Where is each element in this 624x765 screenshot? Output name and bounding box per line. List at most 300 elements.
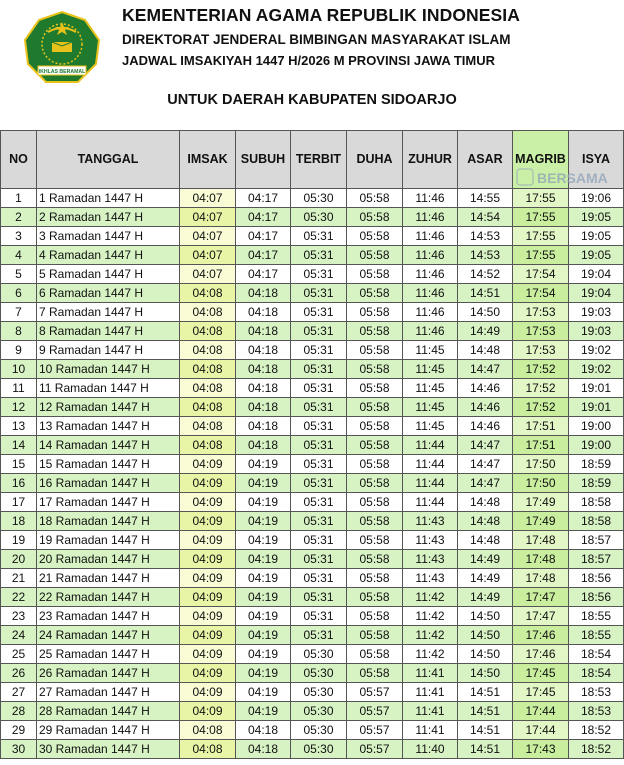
cell-isya: 19:01 [569, 379, 624, 398]
cell-asar: 14:49 [458, 569, 513, 588]
cell-terbit: 05:31 [291, 607, 347, 626]
cell-no: 3 [1, 227, 37, 246]
cell-asar: 14:50 [458, 607, 513, 626]
cell-zuhur: 11:43 [403, 512, 458, 531]
cell-no: 16 [1, 474, 37, 493]
table-row [1, 531, 624, 550]
cell-isya: 18:53 [569, 702, 624, 721]
table-row [1, 664, 624, 683]
cell-imsak: 04:09 [180, 512, 236, 531]
column-header-asar: ASAR [458, 131, 513, 189]
cell-subuh: 04:19 [236, 664, 291, 683]
cell-magrib: 17:48 [513, 531, 569, 550]
cell-zuhur: 11:42 [403, 626, 458, 645]
cell-magrib: 17:46 [513, 645, 569, 664]
cell-magrib: 17:47 [513, 607, 569, 626]
table-row [1, 740, 624, 759]
logo-banner-text: IKHLAS BERAMAL [38, 69, 86, 75]
cell-terbit: 05:30 [291, 683, 347, 702]
cell-subuh: 04:18 [236, 721, 291, 740]
cell-duha: 05:58 [347, 227, 403, 246]
cell-magrib: 17:45 [513, 683, 569, 702]
cell-tanggal: 4 Ramadan 1447 H [37, 246, 180, 265]
cell-tanggal: 19 Ramadan 1447 H [37, 531, 180, 550]
cell-asar: 14:50 [458, 664, 513, 683]
column-header-terbit: TERBIT [291, 131, 347, 189]
cell-subuh: 04:19 [236, 607, 291, 626]
cell-asar: 14:49 [458, 322, 513, 341]
cell-asar: 14:47 [458, 474, 513, 493]
cell-magrib: 17:54 [513, 284, 569, 303]
table-body [1, 189, 624, 759]
cell-no: 25 [1, 645, 37, 664]
cell-subuh: 04:19 [236, 683, 291, 702]
cell-zuhur: 11:41 [403, 683, 458, 702]
table-row [1, 189, 624, 208]
watermark-text: BERSAMA [537, 170, 608, 186]
cell-subuh: 04:18 [236, 740, 291, 759]
table-row [1, 398, 624, 417]
cell-zuhur: 11:46 [403, 265, 458, 284]
cell-magrib: 17:50 [513, 474, 569, 493]
cell-asar: 14:51 [458, 721, 513, 740]
cell-no: 12 [1, 398, 37, 417]
cell-isya: 19:05 [569, 208, 624, 227]
cell-duha: 05:57 [347, 702, 403, 721]
cell-tanggal: 12 Ramadan 1447 H [37, 398, 180, 417]
cell-zuhur: 11:40 [403, 740, 458, 759]
cell-tanggal: 15 Ramadan 1447 H [37, 455, 180, 474]
column-header-isya: ISYA [569, 131, 624, 189]
cell-terbit: 05:31 [291, 455, 347, 474]
cell-duha: 05:58 [347, 379, 403, 398]
cell-terbit: 05:31 [291, 512, 347, 531]
cell-zuhur: 11:46 [403, 322, 458, 341]
cell-duha: 05:57 [347, 721, 403, 740]
cell-tanggal: 8 Ramadan 1447 H [37, 322, 180, 341]
table-row [1, 550, 624, 569]
cell-magrib: 17:55 [513, 246, 569, 265]
cell-tanggal: 1 Ramadan 1447 H [37, 189, 180, 208]
cell-isya: 19:03 [569, 322, 624, 341]
cell-magrib: 17:53 [513, 322, 569, 341]
imsakiyah-table [0, 130, 624, 759]
cell-zuhur: 11:43 [403, 531, 458, 550]
cell-imsak: 04:08 [180, 417, 236, 436]
cell-asar: 14:48 [458, 493, 513, 512]
cell-terbit: 05:31 [291, 341, 347, 360]
cell-imsak: 04:08 [180, 398, 236, 417]
cell-zuhur: 11:45 [403, 360, 458, 379]
cell-isya: 19:03 [569, 303, 624, 322]
cell-duha: 05:58 [347, 588, 403, 607]
cell-asar: 14:47 [458, 455, 513, 474]
cell-magrib: 17:53 [513, 303, 569, 322]
cell-imsak: 04:09 [180, 455, 236, 474]
cell-tanggal: 22 Ramadan 1447 H [37, 588, 180, 607]
cell-tanggal: 18 Ramadan 1447 H [37, 512, 180, 531]
cell-subuh: 04:18 [236, 436, 291, 455]
table-row [1, 683, 624, 702]
cell-terbit: 05:30 [291, 645, 347, 664]
cell-subuh: 04:19 [236, 531, 291, 550]
cell-isya: 19:00 [569, 417, 624, 436]
cell-no: 13 [1, 417, 37, 436]
cell-magrib: 17:53 [513, 341, 569, 360]
cell-subuh: 04:18 [236, 360, 291, 379]
cell-imsak: 04:07 [180, 246, 236, 265]
cell-isya: 18:55 [569, 626, 624, 645]
cell-zuhur: 11:42 [403, 607, 458, 626]
cell-terbit: 05:30 [291, 664, 347, 683]
cell-duha: 05:58 [347, 531, 403, 550]
cell-isya: 18:55 [569, 607, 624, 626]
cell-terbit: 05:31 [291, 322, 347, 341]
cell-no: 5 [1, 265, 37, 284]
table-row [1, 512, 624, 531]
table-row [1, 341, 624, 360]
table-row [1, 303, 624, 322]
cell-zuhur: 11:46 [403, 227, 458, 246]
cell-isya: 19:06 [569, 189, 624, 208]
cell-no: 2 [1, 208, 37, 227]
cell-tanggal: 30 Ramadan 1447 H [37, 740, 180, 759]
table-row [1, 645, 624, 664]
cell-imsak: 04:07 [180, 189, 236, 208]
cell-tanggal: 17 Ramadan 1447 H [37, 493, 180, 512]
cell-duha: 05:58 [347, 303, 403, 322]
cell-no: 4 [1, 246, 37, 265]
cell-terbit: 05:31 [291, 436, 347, 455]
cell-tanggal: 28 Ramadan 1447 H [37, 702, 180, 721]
cell-terbit: 05:31 [291, 265, 347, 284]
schedule-title: JADWAL IMSAKIYAH 1447 H/2026 M PROVINSI JAWA TIMUR [122, 53, 496, 68]
cell-zuhur: 11:41 [403, 664, 458, 683]
cell-tanggal: 23 Ramadan 1447 H [37, 607, 180, 626]
cell-duha: 05:58 [347, 436, 403, 455]
cell-duha: 05:58 [347, 189, 403, 208]
cell-zuhur: 11:46 [403, 303, 458, 322]
cell-isya: 18:56 [569, 569, 624, 588]
cell-duha: 05:58 [347, 265, 403, 284]
cell-asar: 14:46 [458, 398, 513, 417]
cell-asar: 14:46 [458, 379, 513, 398]
cell-imsak: 04:09 [180, 569, 236, 588]
cell-isya: 18:59 [569, 455, 624, 474]
cell-isya: 19:01 [569, 398, 624, 417]
cell-magrib: 17:48 [513, 569, 569, 588]
cell-zuhur: 11:45 [403, 379, 458, 398]
cell-asar: 14:54 [458, 208, 513, 227]
cell-isya: 18:52 [569, 721, 624, 740]
cell-duha: 05:58 [347, 208, 403, 227]
cell-isya: 18:58 [569, 512, 624, 531]
cell-terbit: 05:31 [291, 246, 347, 265]
table-row [1, 227, 624, 246]
cell-no: 20 [1, 550, 37, 569]
table-row [1, 721, 624, 740]
cell-duha: 05:58 [347, 474, 403, 493]
cell-isya: 19:04 [569, 284, 624, 303]
column-header-duha: DUHA [347, 131, 403, 189]
cell-isya: 18:54 [569, 664, 624, 683]
cell-subuh: 04:19 [236, 493, 291, 512]
cell-magrib: 17:49 [513, 512, 569, 531]
table-row [1, 322, 624, 341]
cell-imsak: 04:09 [180, 702, 236, 721]
cell-subuh: 04:19 [236, 550, 291, 569]
cell-asar: 14:53 [458, 246, 513, 265]
table-row [1, 417, 624, 436]
cell-tanggal: 16 Ramadan 1447 H [37, 474, 180, 493]
table-row [1, 265, 624, 284]
cell-terbit: 05:30 [291, 721, 347, 740]
cell-asar: 14:49 [458, 588, 513, 607]
cell-imsak: 04:07 [180, 265, 236, 284]
cell-no: 1 [1, 189, 37, 208]
cell-magrib: 17:47 [513, 588, 569, 607]
cell-tanggal: 6 Ramadan 1447 H [37, 284, 180, 303]
cell-duha: 05:57 [347, 683, 403, 702]
cell-zuhur: 11:41 [403, 702, 458, 721]
cell-asar: 14:51 [458, 284, 513, 303]
cell-duha: 05:58 [347, 550, 403, 569]
cell-subuh: 04:18 [236, 322, 291, 341]
cell-tanggal: 25 Ramadan 1447 H [37, 645, 180, 664]
cell-no: 26 [1, 664, 37, 683]
directorate-title: DIREKTORAT JENDERAL BIMBINGAN MASYARAKAT ISLAM [122, 32, 511, 47]
cell-isya: 18:57 [569, 550, 624, 569]
cell-imsak: 04:08 [180, 284, 236, 303]
cell-subuh: 04:19 [236, 455, 291, 474]
cell-imsak: 04:09 [180, 683, 236, 702]
table-row [1, 493, 624, 512]
cell-asar: 14:50 [458, 303, 513, 322]
cell-tanggal: 20 Ramadan 1447 H [37, 550, 180, 569]
table-row [1, 702, 624, 721]
cell-subuh: 04:19 [236, 569, 291, 588]
cell-tanggal: 10 Ramadan 1447 H [37, 360, 180, 379]
cell-imsak: 04:08 [180, 740, 236, 759]
cell-tanggal: 14 Ramadan 1447 H [37, 436, 180, 455]
cell-no: 15 [1, 455, 37, 474]
cell-no: 21 [1, 569, 37, 588]
cell-terbit: 05:31 [291, 493, 347, 512]
cell-tanggal: 3 Ramadan 1447 H [37, 227, 180, 246]
cell-no: 14 [1, 436, 37, 455]
cell-isya: 19:04 [569, 265, 624, 284]
cell-zuhur: 11:42 [403, 588, 458, 607]
cell-subuh: 04:18 [236, 341, 291, 360]
cell-tanggal: 24 Ramadan 1447 H [37, 626, 180, 645]
cell-magrib: 17:52 [513, 379, 569, 398]
cell-asar: 14:49 [458, 550, 513, 569]
cell-no: 30 [1, 740, 37, 759]
cell-no: 27 [1, 683, 37, 702]
cell-duha: 05:58 [347, 417, 403, 436]
cell-terbit: 05:31 [291, 303, 347, 322]
table-row [1, 436, 624, 455]
cell-tanggal: 9 Ramadan 1447 H [37, 341, 180, 360]
cell-isya: 18:53 [569, 683, 624, 702]
cell-asar: 14:51 [458, 702, 513, 721]
cell-no: 22 [1, 588, 37, 607]
cell-asar: 14:51 [458, 683, 513, 702]
cell-imsak: 04:08 [180, 379, 236, 398]
cell-no: 9 [1, 341, 37, 360]
cell-imsak: 04:09 [180, 550, 236, 569]
cell-asar: 14:55 [458, 189, 513, 208]
cell-asar: 14:47 [458, 436, 513, 455]
cell-duha: 05:58 [347, 607, 403, 626]
cell-terbit: 05:30 [291, 189, 347, 208]
cell-magrib: 17:51 [513, 417, 569, 436]
cell-no: 19 [1, 531, 37, 550]
cell-magrib: 17:45 [513, 664, 569, 683]
cell-zuhur: 11:45 [403, 398, 458, 417]
cell-tanggal: 2 Ramadan 1447 H [37, 208, 180, 227]
cell-tanggal: 29 Ramadan 1447 H [37, 721, 180, 740]
cell-subuh: 04:17 [236, 265, 291, 284]
cell-subuh: 04:18 [236, 417, 291, 436]
cell-no: 29 [1, 721, 37, 740]
cell-magrib: 17:43 [513, 740, 569, 759]
region-title: UNTUK DAERAH KABUPATEN SIDOARJO [167, 92, 457, 108]
cell-terbit: 05:31 [291, 284, 347, 303]
cell-magrib: 17:50 [513, 455, 569, 474]
cell-duha: 05:58 [347, 512, 403, 531]
cell-terbit: 05:30 [291, 208, 347, 227]
table-row [1, 588, 624, 607]
cell-subuh: 04:19 [236, 512, 291, 531]
cell-isya: 18:59 [569, 474, 624, 493]
cell-magrib: 17:55 [513, 208, 569, 227]
cell-imsak: 04:09 [180, 493, 236, 512]
cell-subuh: 04:19 [236, 626, 291, 645]
cell-magrib: 17:54 [513, 265, 569, 284]
cell-duha: 05:58 [347, 455, 403, 474]
cell-subuh: 04:19 [236, 645, 291, 664]
cell-magrib: 17:44 [513, 702, 569, 721]
cell-duha: 05:58 [347, 626, 403, 645]
cell-terbit: 05:31 [291, 588, 347, 607]
cell-terbit: 05:31 [291, 569, 347, 588]
cell-isya: 18:54 [569, 645, 624, 664]
cell-subuh: 04:19 [236, 588, 291, 607]
cell-tanggal: 5 Ramadan 1447 H [37, 265, 180, 284]
cell-imsak: 04:09 [180, 626, 236, 645]
cell-zuhur: 11:45 [403, 417, 458, 436]
cell-terbit: 05:31 [291, 360, 347, 379]
cell-isya: 18:58 [569, 493, 624, 512]
cell-duha: 05:57 [347, 740, 403, 759]
cell-imsak: 04:09 [180, 588, 236, 607]
cell-tanggal: 21 Ramadan 1447 H [37, 569, 180, 588]
table-row [1, 607, 624, 626]
cell-subuh: 04:17 [236, 189, 291, 208]
cell-imsak: 04:07 [180, 227, 236, 246]
cell-isya: 19:00 [569, 436, 624, 455]
cell-imsak: 04:09 [180, 664, 236, 683]
cell-tanggal: 7 Ramadan 1447 H [37, 303, 180, 322]
cell-zuhur: 11:43 [403, 550, 458, 569]
cell-isya: 18:52 [569, 740, 624, 759]
cell-isya: 18:56 [569, 588, 624, 607]
table-row [1, 626, 624, 645]
cell-zuhur: 11:46 [403, 246, 458, 265]
cell-magrib: 17:52 [513, 398, 569, 417]
cell-terbit: 05:30 [291, 702, 347, 721]
cell-asar: 14:51 [458, 740, 513, 759]
cell-zuhur: 11:44 [403, 474, 458, 493]
cell-isya: 18:57 [569, 531, 624, 550]
cell-tanggal: 13 Ramadan 1447 H [37, 417, 180, 436]
cell-duha: 05:58 [347, 322, 403, 341]
cell-terbit: 05:31 [291, 531, 347, 550]
cell-subuh: 04:17 [236, 246, 291, 265]
cell-terbit: 05:31 [291, 626, 347, 645]
cell-tanggal: 27 Ramadan 1447 H [37, 683, 180, 702]
cell-imsak: 04:09 [180, 645, 236, 664]
table-row [1, 284, 624, 303]
cell-subuh: 04:18 [236, 284, 291, 303]
cell-isya: 19:02 [569, 360, 624, 379]
cell-asar: 14:52 [458, 265, 513, 284]
column-header-subuh: SUBUH [236, 131, 291, 189]
ministry-title: KEMENTERIAN AGAMA REPUBLIK INDONESIA [122, 5, 521, 25]
cell-no: 7 [1, 303, 37, 322]
cell-no: 8 [1, 322, 37, 341]
cell-magrib: 17:49 [513, 493, 569, 512]
cell-zuhur: 11:41 [403, 721, 458, 740]
cell-subuh: 04:18 [236, 398, 291, 417]
cell-magrib: 17:51 [513, 436, 569, 455]
table-row [1, 455, 624, 474]
cell-duha: 05:58 [347, 645, 403, 664]
kemenag-logo [22, 10, 102, 88]
table-row [1, 379, 624, 398]
cell-terbit: 05:31 [291, 474, 347, 493]
cell-zuhur: 11:42 [403, 645, 458, 664]
cell-imsak: 04:09 [180, 531, 236, 550]
cell-subuh: 04:19 [236, 474, 291, 493]
cell-terbit: 05:30 [291, 740, 347, 759]
cell-asar: 14:50 [458, 645, 513, 664]
table-row [1, 246, 624, 265]
cell-zuhur: 11:44 [403, 493, 458, 512]
column-header-no: NO [1, 131, 37, 189]
cell-magrib: 17:55 [513, 227, 569, 246]
cell-imsak: 04:08 [180, 303, 236, 322]
cell-zuhur: 11:44 [403, 455, 458, 474]
cell-asar: 14:48 [458, 512, 513, 531]
cell-imsak: 04:08 [180, 360, 236, 379]
cell-subuh: 04:17 [236, 208, 291, 227]
cell-imsak: 04:08 [180, 436, 236, 455]
cell-zuhur: 11:45 [403, 341, 458, 360]
cell-magrib: 17:55 [513, 189, 569, 208]
table-row [1, 569, 624, 588]
cell-terbit: 05:31 [291, 379, 347, 398]
cell-asar: 14:47 [458, 360, 513, 379]
cell-no: 17 [1, 493, 37, 512]
cell-duha: 05:58 [347, 569, 403, 588]
cell-zuhur: 11:46 [403, 208, 458, 227]
column-header-imsak: IMSAK [180, 131, 236, 189]
cell-magrib: 17:44 [513, 721, 569, 740]
cell-zuhur: 11:46 [403, 189, 458, 208]
cell-duha: 05:58 [347, 493, 403, 512]
